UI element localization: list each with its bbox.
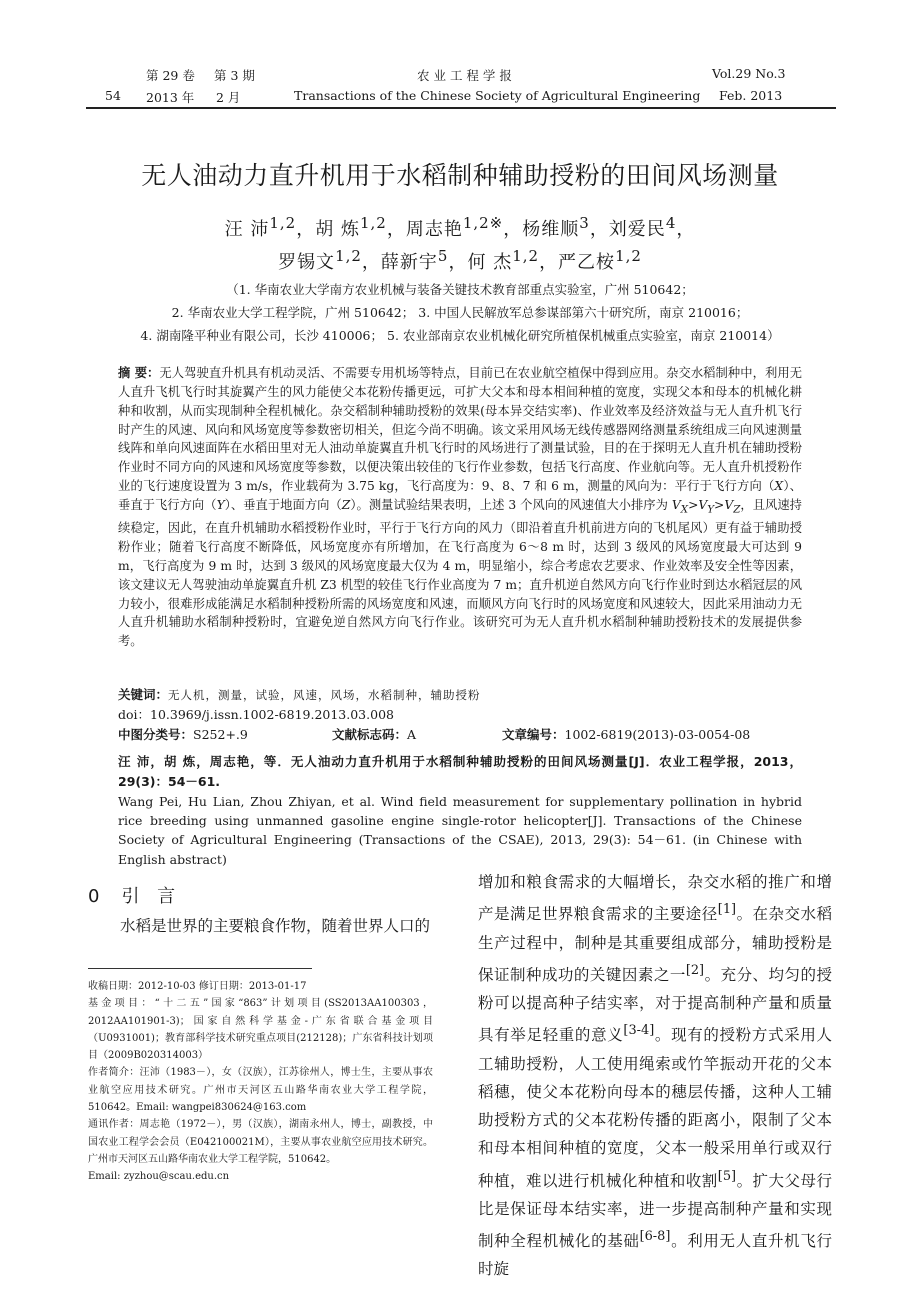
affiliation-line: 4. 湖南隆平种业有限公司，长沙 410006； 5. 农业部南京农业机械化研究所植保机械重点实验室，南京 210014）: [140, 328, 780, 343]
footnote-email: Email: zyzhou@scau.edu.cn: [88, 1171, 230, 1183]
intro-paragraph-right: 增加和粮食需求的大幅增长，杂交水稻的推广和增产是满足世界粮食需求的主要途径[1]。在杂交水稻生产过程中，制种是其重要组成部分，辅助授粉是保证制种成功的关键因素之一[2]。充分、均匀的授粉可以提高种子结实率，对于提高制种产量和质量具有举足轻重的意义[3-4]。现有的授粉方式采用人工辅助授粉，人工使用绳索或竹竿振动开花的父本稻穗，使父本花粉向母本的穗层传播，这种人工辅助授粉方式的父本花粉传播的距离小，限制了父本和母本相间种植的宽度，父本一般采用单行或双行种植，难以进行机械化种植和收割[5]。扩大父母行比是保证母本结实率，进一步提高制种产量和实现制种全程机械化的基础[6-8]。利用无人直升机飞行时旋: [478, 873, 832, 1279]
footnote-author-bio: 作者简介：汪沛（1983－），女（汉族），江苏徐州人，博士生，主要从事农业航空应用技术研究。广州市天河区五山路华南农业大学工程学院，510642。Email: wangpei830624@163.com: [88, 1067, 433, 1114]
abstract-label: 摘 要：: [118, 366, 160, 380]
clc-number: [118, 725, 248, 743]
issue-cn: 第 3 期: [214, 68, 255, 83]
doi: doi：10.3969/j.issn.1002-6819.2013.03.008: [118, 707, 394, 722]
journal-name-cn: 农 业 工 程 学 报: [417, 68, 512, 83]
affiliation-line: 2. 华南农业大学工程学院，广州 510642； 3. 中国人民解放军总参谋部第六十研究所，南京 210016；: [171, 305, 749, 320]
header-rule: [86, 107, 836, 109]
keywords: [118, 685, 481, 703]
article-number-label: 文章编号：: [502, 727, 565, 742]
clc-value: S252+.9: [193, 727, 248, 742]
footnotes: [88, 978, 433, 1186]
intro-paragraph-left: 水稻是世界的主要粮食作物，随着世界人口的: [120, 917, 431, 935]
abstract-text: 无人驾驶直升机具有机动灵活、不需要专用机场等特点，目前已在农业航空植保中得到应用。杂交水稻制种中，利用无人直升飞机飞行时其旋翼产生的风力能使父本花粉传播更远，可扩大父本和母本相间种植的宽度，实现父本和母本的机械化耕种和收割，从而实现制种全程机械化。杂交稻制种辅助授粉的效果(母本异交结实率)、作业效率及经济效益与无人直升机飞行时产生的风速、风向和风场宽度等参数密切相关，但迄今尚不明确。该文采用风场无线传感器网络测量系统组成三向风速测量线阵和单向风速面阵在水稻田里对无人油动单旋翼直升机飞行时的风场进行了测量试验，目的在于探明无人直升机在辅助授粉作业时不同方向的风速和风场宽度等参数，以便决策出较佳的飞行作业参数，包括飞行高度、作业航向等。无人直升机授粉作业的飞行速度设置为 3 m/s，作业载荷为 3.75 kg，飞行高度为：9、8、7 和 6 m，测量的风向为：平行于飞行方向（X）、垂直于飞行方向（Y）、垂直于地面方向（Z）。测量试验结果表明，上述 3 个风向的风速值大小排序为 $V_X>V_Y>V_Z$，且风速持续稳定，因此，在直升机辅助水稻授粉作业时，平行于飞行方向的风力（即沿着直升机前进方向的飞机尾风）更有益于辅助授粉作业；随着飞行高度不断降低，风场宽度亦有所增加，在飞行高度为 6～8 m 时，达到 3 级风的风场宽度最大可达到 9 m，飞行高度为 9 m 时，达到 3 级风的风场宽度最大仅为 4 m，明显缩小，综合考虑农艺要求、作业效率及安全性等因素，该文建议无人驾驶油动单旋翼直升机 Z3 机型的较佳飞行作业高度为 7 m；直升机逆自然风方向飞行作业时到达水稻冠层的风力较小，很难形成能满足水稻制种授粉所需的风场宽度和风速，而顺风方向飞行时的风场宽度和风速较大，因此采用油动力无人直升机辅助水稻制种授粉时，宜避免逆自然风方向飞行作业。该研究可为无人直升机水稻制种辅助授粉技术的发展提供参考。: [118, 366, 802, 649]
document-code-value: A: [407, 727, 417, 742]
footnote-corresponding-author: 通讯作者：周志艳（1972－），男（汉族），湖南永州人，博士，副教授，中国农业工程学会会员（E042100021M），主要从事农业航空应用技术研究。广州市天河区五山路华南农业大学工程学院，510642。: [88, 1119, 433, 1165]
paper-title: 无人油动力直升机用于水稻制种辅助授粉的田间风场测量: [141, 161, 779, 190]
footnote-rule: [88, 968, 312, 969]
keywords-label: 关键词：: [118, 687, 169, 702]
footnote-received: 收稿日期：2012-10-03 修订日期：2013-01-17: [88, 981, 307, 992]
volume-en: Vol.29 No.3: [712, 66, 786, 81]
year-cn: 2013 年: [146, 90, 195, 105]
abstract: [118, 364, 802, 651]
section-title: 引 言: [121, 886, 182, 907]
footnote-funding: 基金项目：“十二五”国家“863”计划项目(SS2013AA100303，2012AA101901-3)；国家自然科学基金-广东省联合基金项目（U0931001)；教育部科学技术研究重点项目(212128)；广东省科技计划项目（2009B020314003）: [88, 998, 433, 1062]
date-en: Feb. 2013: [719, 88, 783, 103]
month-cn: 2 月: [216, 90, 241, 105]
article-number: [502, 725, 750, 743]
document-code-label: 文献标志码：: [332, 727, 408, 742]
keywords-text: 无人机，测量，试验，风速，风场，水稻制种，辅助授粉: [168, 688, 481, 702]
article-number-value: 1002-6819(2013)-03-0054-08: [564, 727, 751, 742]
section-heading: [88, 882, 181, 908]
volume-cn: 第 29 卷: [146, 68, 195, 83]
citation-en: Wang Pei, Hu Lian, Zhou Zhiyan, et al. Wind field measurement for supplementary pollination in hybrid rice breeding using unmanned gasoline engine single-rotor helicopter[J]. Transactions of the Chinese Society of Agricultural Engineering (Transactions of the CSAE), 2013, 29(3): 54－61. (in Chinese with English abstract): [118, 794, 802, 867]
author-list-line2: 罗锡文$^{1,2}$，薛新宇$^5$，何 杰$^{1,2}$，严乙桉$^{1,2}$: [278, 247, 642, 273]
page-number: 54: [105, 88, 121, 103]
author-list-line1: 汪 沛$^{1,2}$，胡 炼$^{1,2}$，周志艳$^{1,2※}$，杨维顺$^3$，刘爱民$^4$，: [224, 214, 696, 240]
journal-name-en: Transactions of the Chinese Society of Agricultural Engineering: [294, 88, 701, 103]
affiliation-line: （1. 华南农业大学南方农业机械与装备关键技术教育部重点实验室，广州 510642；: [226, 282, 694, 297]
section-number: 0: [88, 886, 100, 907]
citation-cn: 汪 沛，胡 炼，周志艳，等．无人油动力直升机用于水稻制种辅助授粉的田间风场测量[J]．农业工程学报，2013，29(3)：54－61.: [118, 754, 802, 789]
document-code: [332, 725, 416, 743]
clc-label: 中图分类号：: [118, 727, 194, 742]
